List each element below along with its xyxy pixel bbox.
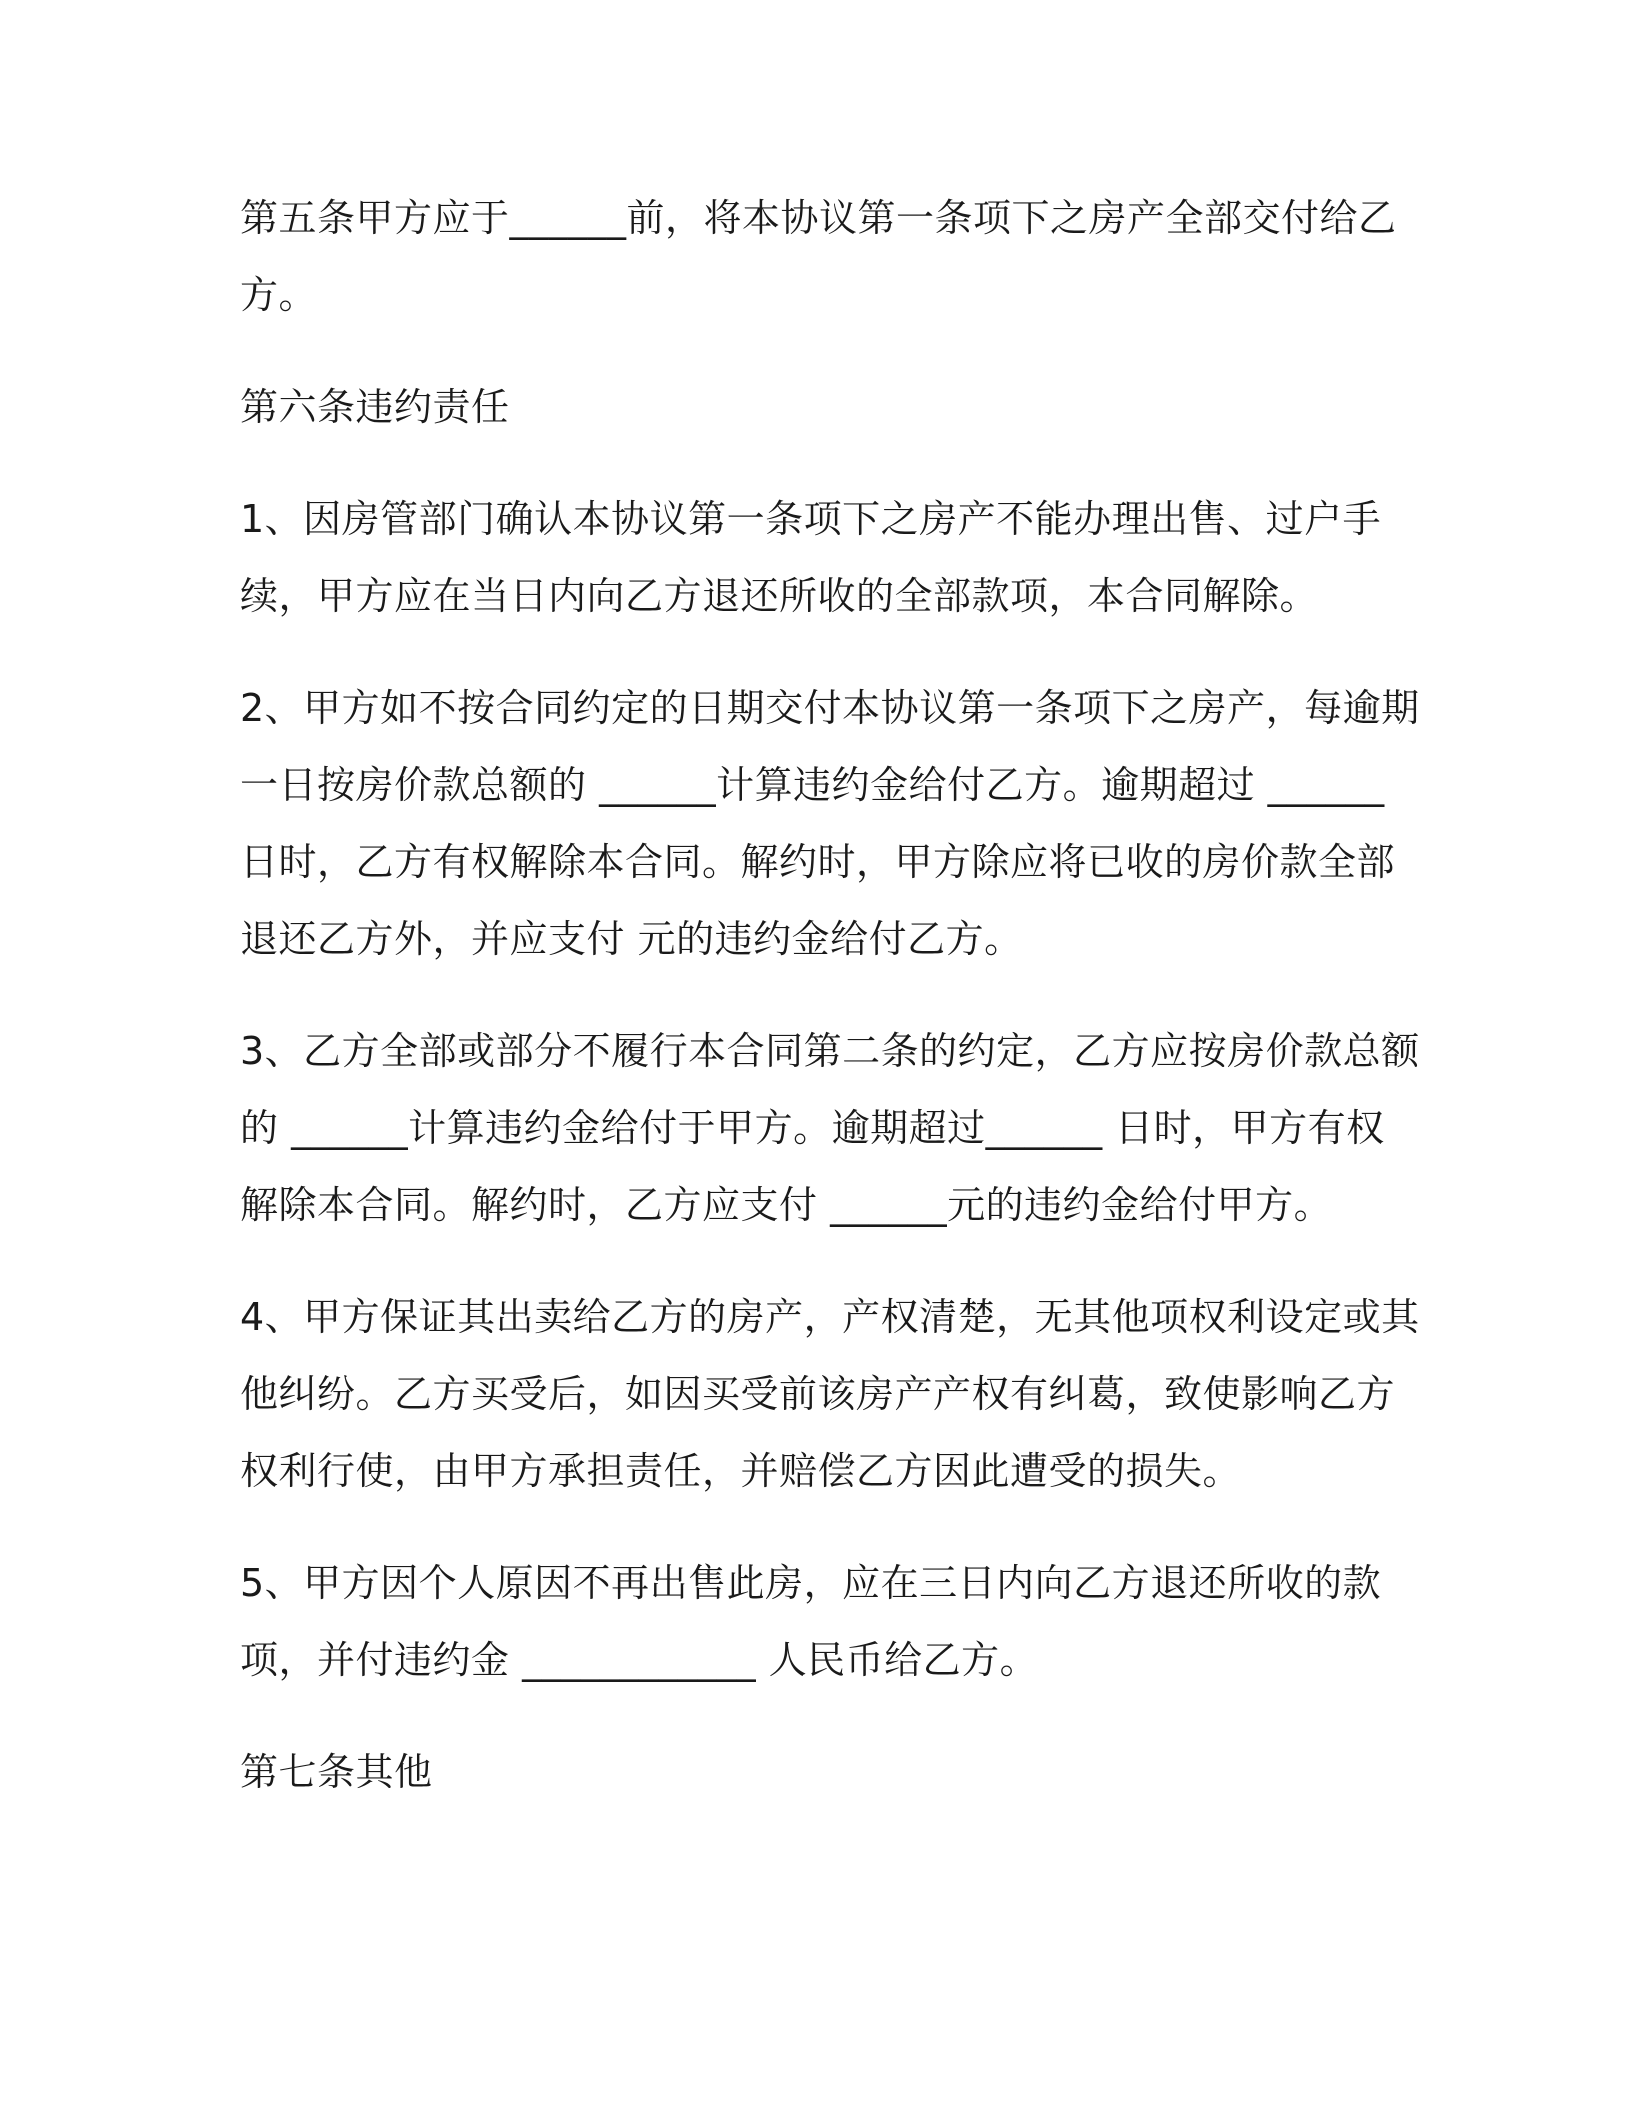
clause-6-item-3: 3、乙方全部或部分不履行本合同第二条的约定，乙方应按房价款总额的 ______计算违约金给付于甲方。逾期超过______ 日时，甲方有权解除本合同。解约时，乙方应支付 ______元的违约金给付甲方。 (240, 1029, 1420, 1227)
clause-5-paragraph: 第五条甲方应于______前，将本协议第一条项下之房产全部交付给乙方。 (240, 196, 1397, 317)
clause-6-item-2: 2、甲方如不按合同约定的日期交付本协议第一条项下之房产，每逾期一日按房价款总额的 ______计算违约金给付乙方。逾期超过 ______日时，乙方有权解除本合同。解约时，甲方除应将已收的房价款全部退还乙方外，并应支付 元的违约金给付乙方。 (240, 686, 1420, 961)
document-body (240, 180, 1420, 1811)
clause-6-item-4: 4、甲方保证其出卖给乙方的房产，产权清楚，无其他项权利设定或其他纠纷。乙方买受后，如因买受前该房产产权有纠葛，致使影响乙方权利行使，由甲方承担责任，并赔偿乙方因此遭受的损失。 (240, 1295, 1420, 1493)
clause-7-heading: 第七条其他 (240, 1750, 433, 1794)
clause-6-heading: 第六条违约责任 (240, 385, 510, 429)
clause-6-item-1: 1、因房管部门确认本协议第一条项下之房产不能办理出售、过户手续，甲方应在当日内向乙方退还所收的全部款项，本合同解除。 (240, 497, 1382, 618)
clause-6-item-5: 5、甲方因个人原因不再出售此房，应在三日内向乙方退还所收的款项，并付违约金 ____________ 人民币给乙方。 (240, 1561, 1382, 1682)
